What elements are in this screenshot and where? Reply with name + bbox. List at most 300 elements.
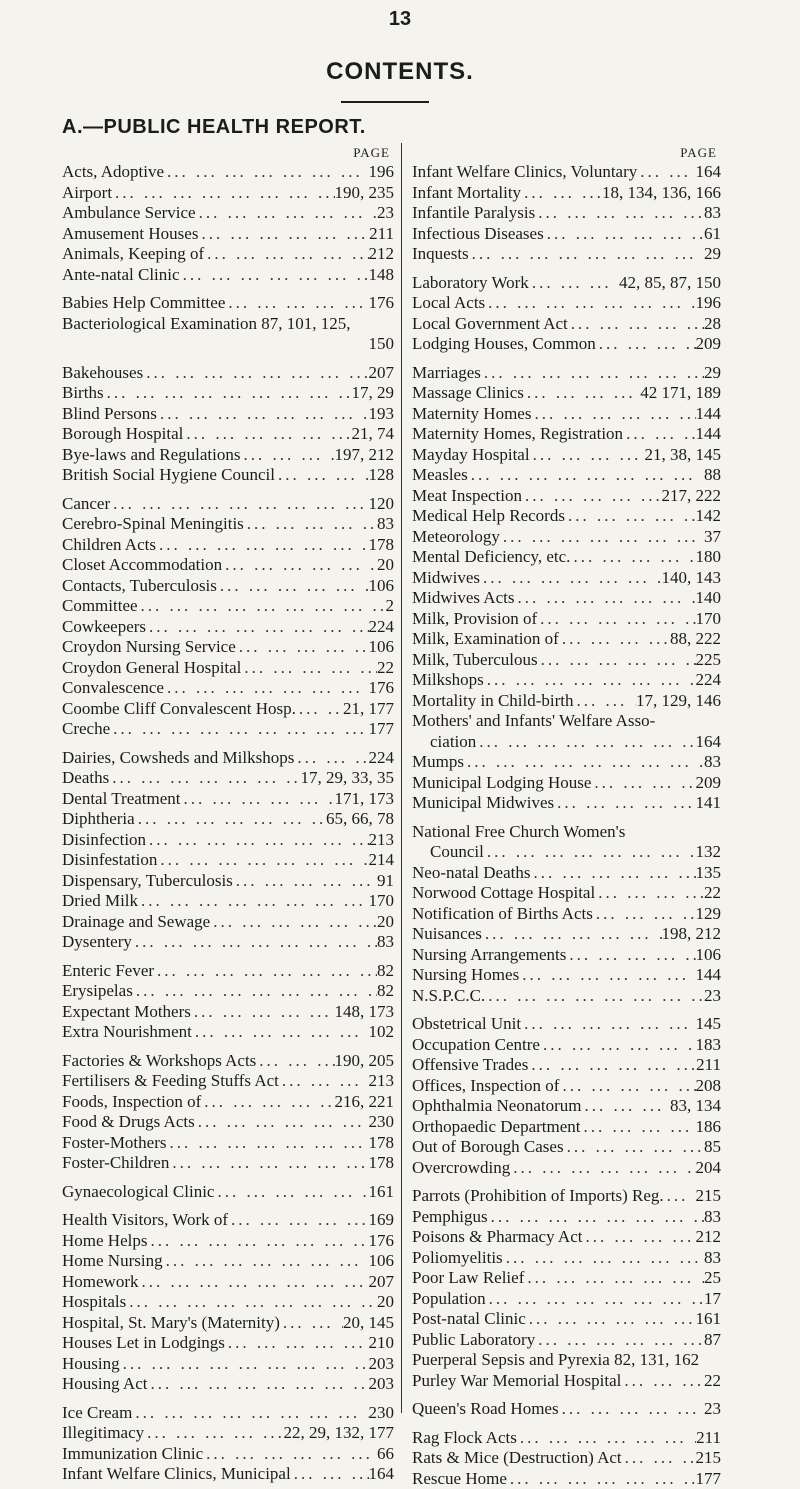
- entry-title: Rag Flock Acts: [412, 1428, 517, 1449]
- leader-dots: [517, 1428, 696, 1449]
- entry-pages: 135: [696, 863, 722, 884]
- index-entry: [62, 871, 394, 892]
- entry-title: Medical Help Records: [412, 506, 565, 527]
- entry-title: Convalescence: [62, 678, 164, 699]
- entry-title: Cowkeepers: [62, 617, 146, 638]
- entry-title: Hospitals: [62, 1292, 126, 1313]
- entry-title: Infantile Paralysis: [412, 203, 535, 224]
- entry-title: Extra Nourishment: [62, 1022, 192, 1043]
- leader-dots: [507, 1469, 696, 1489]
- leader-dots: [528, 1055, 696, 1076]
- entry-title: Closet Accommodation: [62, 555, 222, 576]
- index-entry: [62, 1423, 394, 1444]
- leader-dots: [132, 1403, 368, 1424]
- entry-title: Illegitimacy: [62, 1423, 144, 1444]
- entry-pages: 170: [696, 609, 722, 630]
- entry-title: Blind Persons: [62, 404, 157, 425]
- entry-title: Enteric Fever: [62, 961, 154, 982]
- index-entry: [412, 711, 721, 752]
- entry-pages: 23: [377, 203, 394, 224]
- leader-dots: [622, 1448, 696, 1469]
- leader-dots: [510, 1158, 695, 1179]
- entry-pages: 209: [696, 773, 722, 794]
- entry-pages: 144: [696, 965, 722, 986]
- entry-title: Contacts, Tuberculosis: [62, 576, 217, 597]
- index-entry: [62, 1002, 394, 1023]
- index-entry: [412, 986, 721, 1007]
- index-entry: [62, 183, 394, 204]
- entry-pages: 203: [369, 1374, 395, 1395]
- entry-pages: 196: [696, 293, 722, 314]
- entry-title: Hospital, St. Mary's (Maternity): [62, 1313, 280, 1334]
- leader-dots: [535, 1330, 704, 1351]
- entry-title: Food & Drugs Acts: [62, 1112, 195, 1133]
- entry-title: Children Acts: [62, 535, 156, 556]
- page-column-header: PAGE: [62, 143, 394, 162]
- entry-pages: 176: [369, 1231, 395, 1252]
- entry-title: Post-natal Clinic: [412, 1309, 526, 1330]
- leader-dots: [595, 883, 704, 904]
- index-entry: [62, 1133, 394, 1154]
- entry-title: Drainage and Sewage: [62, 912, 210, 933]
- leader-dots: [540, 1035, 696, 1056]
- entry-pages: 83: [704, 203, 721, 224]
- leader-dots: [135, 809, 326, 830]
- index-entry: [412, 793, 721, 814]
- entry-pages: 85: [704, 1137, 721, 1158]
- index-entry: [412, 1330, 721, 1351]
- index-entry: [62, 203, 394, 224]
- index-entry: [412, 691, 721, 712]
- entry-pages: 230: [369, 1112, 395, 1133]
- index-entry: [412, 568, 721, 589]
- index-entry: [412, 629, 721, 650]
- index-entry: [412, 424, 721, 445]
- entry-title: Norwood Cottage Hospital: [412, 883, 595, 904]
- leader-dots: [210, 912, 377, 933]
- leader-dots: [126, 1292, 377, 1313]
- leader-dots: [201, 1092, 334, 1113]
- index-entry: [62, 719, 394, 740]
- leader-dots: [222, 555, 377, 576]
- entry-title: N.S.P.C.C.: [412, 986, 485, 1007]
- entry-pages: 148: [369, 265, 395, 286]
- entry-title: Milk, Examination of: [412, 629, 559, 650]
- index-entry: [412, 1399, 721, 1420]
- index-entry: [62, 891, 394, 912]
- leader-dots: [180, 265, 369, 286]
- leader-dots: [244, 514, 377, 535]
- leader-dots: [214, 1182, 368, 1203]
- index-entry: [412, 224, 721, 245]
- entry-title: Committee: [62, 596, 138, 617]
- leader-dots: [526, 1309, 696, 1330]
- entry-title: Bye-laws and Regulations: [62, 445, 240, 466]
- entry-pages: 170: [369, 891, 395, 912]
- entry-title: Midwives Acts: [412, 588, 514, 609]
- index-entry: [62, 912, 394, 933]
- entry-pages: 17: [704, 1289, 721, 1310]
- leader-dots: [566, 945, 695, 966]
- leader-dots: [164, 162, 369, 183]
- leader-dots: [486, 1289, 704, 1310]
- index-entry: [62, 1444, 394, 1465]
- leader-dots: [146, 617, 368, 638]
- entry-title: Meat Inspection: [412, 486, 522, 507]
- entry-title: Infant Mortality: [412, 183, 521, 204]
- leader-dots: [294, 748, 368, 769]
- index-entry: [412, 404, 721, 425]
- entry-title-continued: Council: [430, 842, 484, 863]
- entry-title: Pemphigus: [412, 1207, 488, 1228]
- entry-pages: 212: [369, 244, 395, 265]
- leader-dots: [217, 576, 369, 597]
- index-entry: [412, 1448, 721, 1469]
- index-entry: [62, 576, 394, 597]
- index-entry: [412, 383, 721, 404]
- entry-pages: 213: [369, 1071, 395, 1092]
- entry-pages: 190, 235: [335, 183, 395, 204]
- entry-title: Nuisances: [412, 924, 482, 945]
- index-entry: [62, 699, 394, 720]
- index-column-right: [401, 143, 721, 1413]
- entry-title: Ice Cream: [62, 1403, 132, 1424]
- entry-title: Offensive Trades: [412, 1055, 528, 1076]
- index-entry: [62, 637, 394, 658]
- leader-dots: [535, 203, 704, 224]
- entry-title: Public Laboratory: [412, 1330, 535, 1351]
- index-entry: [62, 535, 394, 556]
- leader-dots: [144, 1423, 283, 1444]
- entry-title: Fertilisers & Feeding Stuffs Act: [62, 1071, 279, 1092]
- entry-title: Local Acts: [412, 293, 485, 314]
- entry-pages: 207: [369, 1272, 395, 1293]
- entry-title: Factories & Workshops Acts: [62, 1051, 256, 1072]
- entry-pages: 169: [369, 1210, 395, 1231]
- entry-title: Home Helps: [62, 1231, 147, 1252]
- entry-pages: 22: [704, 1371, 721, 1392]
- index-entry: [412, 527, 721, 548]
- leader-dots: [521, 1014, 695, 1035]
- index-entry: [412, 1117, 721, 1138]
- entry-title: Amusement Houses: [62, 224, 198, 245]
- leader-dots: [469, 244, 704, 265]
- entry-pages: 224: [369, 617, 395, 638]
- entry-pages: 164: [696, 732, 722, 753]
- leader-dots: [481, 363, 704, 384]
- leader-dots: [147, 1374, 368, 1395]
- entry-pages: 211: [696, 1055, 721, 1076]
- entry-pages: 198, 212: [662, 924, 722, 945]
- entry-title: Foster-Mothers: [62, 1133, 166, 1154]
- entry-title: Home Nursing: [62, 1251, 163, 1272]
- entry-pages: 82: [377, 981, 394, 1002]
- index-entry: [62, 383, 394, 404]
- index-entry: [412, 650, 721, 671]
- leader-dots: [181, 789, 335, 810]
- entry-title: Measles: [412, 465, 468, 486]
- entry-pages: 18, 134, 136, 166: [602, 183, 721, 204]
- entry-title: Ambulance Service: [62, 203, 196, 224]
- entry-pages: 23: [704, 986, 721, 1007]
- leader-dots: [485, 986, 704, 1007]
- entry-title: Ante-natal Clinic: [62, 265, 180, 286]
- leader-dots: [623, 424, 695, 445]
- index-entry: [62, 932, 394, 953]
- entry-pages: 215: [696, 1186, 722, 1207]
- entry-pages: 88, 222: [670, 629, 721, 650]
- entry-title: Airport: [62, 183, 112, 204]
- leader-dots: [256, 1051, 334, 1072]
- leader-dots: [596, 334, 696, 355]
- index-entry: [412, 752, 721, 773]
- index-entry: [412, 588, 721, 609]
- index-entry: [62, 1182, 394, 1203]
- entry-title: Babies Help Committee: [62, 293, 225, 314]
- leader-dots: [296, 699, 343, 720]
- leader-dots: [110, 494, 368, 515]
- leader-dots: [233, 871, 377, 892]
- entry-title: Nursing Homes: [412, 965, 519, 986]
- entry-title: Infant Welfare Clinics, Municipal: [62, 1464, 291, 1485]
- entry-pages: 196: [369, 162, 395, 183]
- leader-dots: [157, 850, 368, 871]
- entry-title: Population: [412, 1289, 486, 1310]
- entry-pages: 164: [369, 1464, 395, 1485]
- entry-title: British Social Hygiene Council: [62, 465, 275, 486]
- title-underline: [341, 101, 429, 103]
- leader-dots: [236, 637, 369, 658]
- index-entry: [62, 678, 394, 699]
- leader-dots: [591, 773, 695, 794]
- entry-title: Housing Act: [62, 1374, 147, 1395]
- leader-dots: [109, 768, 300, 789]
- entry-pages: 183: [696, 1035, 722, 1056]
- index-entry: [412, 1227, 721, 1248]
- entry-pages: 22: [377, 658, 394, 679]
- index-entry: [62, 1313, 394, 1334]
- entry-pages: 23: [704, 1399, 721, 1420]
- entry-pages: 178: [369, 1133, 395, 1154]
- index-entry: [412, 314, 721, 335]
- entry-title: Dairies, Cowsheds and Milkshops: [62, 748, 294, 769]
- leader-dots: [203, 1444, 377, 1465]
- entry-title: Mayday Hospital: [412, 445, 530, 466]
- leader-dots: [524, 1268, 704, 1289]
- leader-dots: [192, 1022, 369, 1043]
- index-entry: [412, 363, 721, 384]
- entry-pages: 83: [377, 932, 394, 953]
- leader-dots: [538, 650, 696, 671]
- entry-title: Bacteriological Examination 87, 101, 125,: [62, 314, 350, 335]
- index-entry: [62, 424, 394, 445]
- entry-title: Milk, Provision of: [412, 609, 537, 630]
- entry-title: Borough Hospital: [62, 424, 183, 445]
- index-entry: [62, 293, 394, 314]
- entry-title: Neo-natal Deaths: [412, 863, 530, 884]
- leader-dots: [530, 863, 695, 884]
- entry-title: Poliomyelitis: [412, 1248, 503, 1269]
- entry-pages: 20: [377, 912, 394, 933]
- entry-pages: 161: [696, 1309, 722, 1330]
- index-entry: [412, 1014, 721, 1035]
- leader-dots: [485, 293, 695, 314]
- leader-dots: [204, 244, 368, 265]
- entry-pages: 224: [696, 670, 722, 691]
- entry-pages: 20: [377, 555, 394, 576]
- section-heading: A.—PUBLIC HEALTH REPORT.: [62, 116, 366, 139]
- entry-pages: 140: [696, 588, 722, 609]
- entry-title: Coombe Cliff Convalescent Hosp.: [62, 699, 296, 720]
- index-entry: [412, 293, 721, 314]
- leader-dots: [559, 629, 670, 650]
- leader-dots: [530, 445, 645, 466]
- index-entry: [62, 1333, 394, 1354]
- entry-pages: 106: [696, 945, 722, 966]
- leader-dots: [147, 1231, 368, 1252]
- entry-title: Infectious Diseases: [412, 224, 544, 245]
- entry-pages: 61: [704, 224, 721, 245]
- entry-title: Creche: [62, 719, 110, 740]
- entry-pages: 150: [62, 334, 394, 355]
- entry-title: Milk, Tuberculous: [412, 650, 538, 671]
- index-entry: [412, 273, 721, 294]
- index-entry: [62, 1022, 394, 1043]
- entry-pages: 29: [704, 244, 721, 265]
- entry-pages: 178: [369, 535, 395, 556]
- entry-pages: 211: [696, 1428, 721, 1449]
- index-entry: [412, 1035, 721, 1056]
- index-entry: [412, 334, 721, 355]
- entry-pages: 144: [696, 424, 722, 445]
- leader-dots: [154, 961, 377, 982]
- index-entry: [412, 506, 721, 527]
- index-entry: [62, 1464, 394, 1485]
- index-entry: [412, 244, 721, 265]
- entry-pages: 102: [369, 1022, 395, 1043]
- index-entry: [62, 830, 394, 851]
- leader-dots: [570, 547, 695, 568]
- leader-dots: [484, 670, 696, 691]
- index-entry: [412, 1371, 721, 1392]
- entry-pages: 83: [704, 1207, 721, 1228]
- leader-dots: [581, 1117, 696, 1138]
- entry-pages: 82: [377, 961, 394, 982]
- index-entry: [412, 1207, 721, 1228]
- entry-title: Meteorology: [412, 527, 500, 548]
- entry-pages: 176: [369, 293, 395, 314]
- entry-pages: 224: [369, 748, 395, 769]
- leader-dots: [574, 691, 637, 712]
- entry-title: Purley War Memorial Hospital: [412, 1371, 621, 1392]
- entry-title: Rescue Home: [412, 1469, 507, 1489]
- entry-pages: 213: [369, 830, 395, 851]
- entry-title: Health Visitors, Work of: [62, 1210, 228, 1231]
- entry-pages: 65, 66, 78: [326, 809, 394, 830]
- index-entry: [412, 445, 721, 466]
- leader-dots: [482, 924, 662, 945]
- entry-pages: 83: [704, 752, 721, 773]
- leader-dots: [198, 224, 369, 245]
- entry-pages: 20: [377, 1292, 394, 1313]
- leader-dots: [621, 1371, 704, 1392]
- index-entry: [412, 1268, 721, 1289]
- entry-pages: 83: [377, 514, 394, 535]
- index-list-left: [62, 162, 394, 1485]
- entry-pages: 37: [704, 527, 721, 548]
- entry-title: Mothers' and Infants' Welfare Asso-: [412, 711, 721, 732]
- entry-pages: 197, 212: [335, 445, 395, 466]
- entry-title: Disinfestation: [62, 850, 157, 871]
- leader-dots: [637, 162, 695, 183]
- entry-title: Bakehouses: [62, 363, 143, 384]
- entry-title: Mumps: [412, 752, 464, 773]
- entry-title: Dried Milk: [62, 891, 138, 912]
- leader-dots: [228, 1210, 368, 1231]
- leader-dots: [133, 981, 377, 1002]
- leader-dots: [143, 363, 368, 384]
- entry-pages: 132: [696, 842, 722, 863]
- entry-title: Laboratory Work: [412, 273, 529, 294]
- leader-dots: [275, 465, 369, 486]
- index-entry: [62, 1112, 394, 1133]
- index-entry: [412, 203, 721, 224]
- index-entry: [412, 609, 721, 630]
- leader-dots: [156, 535, 369, 556]
- leader-dots: [480, 568, 662, 589]
- leader-dots: [484, 842, 696, 863]
- entry-pages: 204: [696, 1158, 722, 1179]
- entry-pages: 17, 29, 33, 35: [301, 768, 395, 789]
- entry-pages: 87: [704, 1330, 721, 1351]
- entry-title: Foster-Children: [62, 1153, 169, 1174]
- index-entry: [62, 265, 394, 286]
- entry-title: Milkshops: [412, 670, 484, 691]
- entry-pages: 140, 143: [662, 568, 722, 589]
- index-entry: [62, 1272, 394, 1293]
- entry-pages: 88: [704, 465, 721, 486]
- index-entry: [62, 555, 394, 576]
- index-entry: [412, 1428, 721, 1449]
- entry-pages: 20, 145: [343, 1313, 394, 1334]
- index-entry: [412, 1469, 721, 1489]
- entry-title: Cerebro-Spinal Meningitis: [62, 514, 244, 535]
- leader-dots: [531, 404, 695, 425]
- entry-pages: 215: [696, 1448, 722, 1469]
- entry-pages: 91: [377, 871, 394, 892]
- page-number: 13: [0, 8, 800, 31]
- entry-title: Cancer: [62, 494, 110, 515]
- entry-pages: 42 171, 189: [640, 383, 721, 404]
- index-entry: [62, 1374, 394, 1395]
- entry-pages: 106: [369, 637, 395, 658]
- entry-title: Erysipelas: [62, 981, 133, 1002]
- leader-dots: [157, 404, 369, 425]
- entry-pages: 214: [369, 850, 395, 871]
- entry-title: Ophthalmia Neonatorum: [412, 1096, 582, 1117]
- leader-dots: [500, 527, 704, 548]
- entry-title-continued: ciation: [430, 732, 476, 753]
- entry-pages: 203: [369, 1354, 395, 1375]
- leader-dots: [476, 732, 695, 753]
- entry-title: Rats & Mice (Destruction) Act: [412, 1448, 622, 1469]
- entry-title: Houses Let in Lodgings: [62, 1333, 225, 1354]
- leader-dots: [196, 203, 377, 224]
- index-entry: [62, 514, 394, 535]
- leader-dots: [291, 1464, 369, 1485]
- entry-title: Puerperal Sepsis and Pyrexia 82, 131, 162: [412, 1350, 699, 1371]
- entry-title: Local Government Act: [412, 314, 568, 335]
